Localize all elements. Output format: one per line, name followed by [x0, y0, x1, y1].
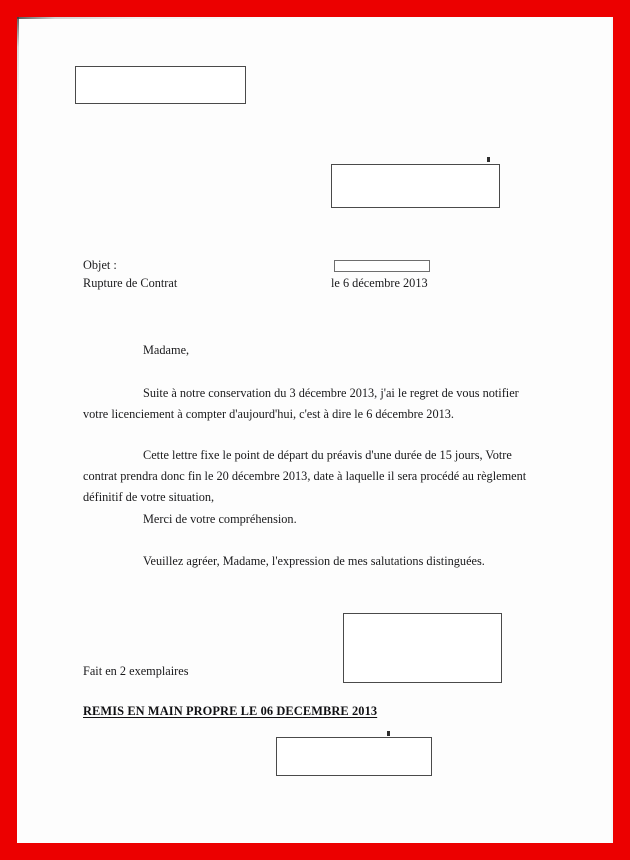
- handover-notice: REMIS EN MAIN PROPRE LE 06 DECEMBRE 2013: [83, 704, 378, 718]
- salutation: Madame,: [143, 343, 190, 357]
- subject-value: Rupture de Contrat: [83, 276, 178, 290]
- paper-sheet: [17, 17, 613, 843]
- body-paragraph-1: Suite à notre conservation du 3 décembre 2013, j'ai le regret de vous notifier votre licenciement à compter d'aujourd'hui, c'est à dire le 6 décembre 2013.: [83, 386, 519, 421]
- subject-label: Objet :: [83, 258, 117, 272]
- copies-note: Fait en 2 exemplaires: [83, 664, 189, 678]
- letter-text-layer: [17, 17, 613, 843]
- letter-date: le 6 décembre 2013: [331, 276, 428, 290]
- body-paragraph-3: Merci de votre compréhension.: [143, 512, 297, 526]
- closing-salutation: Veuillez agréer, Madame, l'expression de mes salutations distinguées.: [143, 554, 485, 568]
- body-paragraph-2: Cette lettre fixe le point de départ du préavis d'une durée de 15 jours, Votre contrat prendra donc fin le 20 décembre 2013, date à laquelle il sera procédé au règlement définitif de votre situation,: [83, 448, 527, 504]
